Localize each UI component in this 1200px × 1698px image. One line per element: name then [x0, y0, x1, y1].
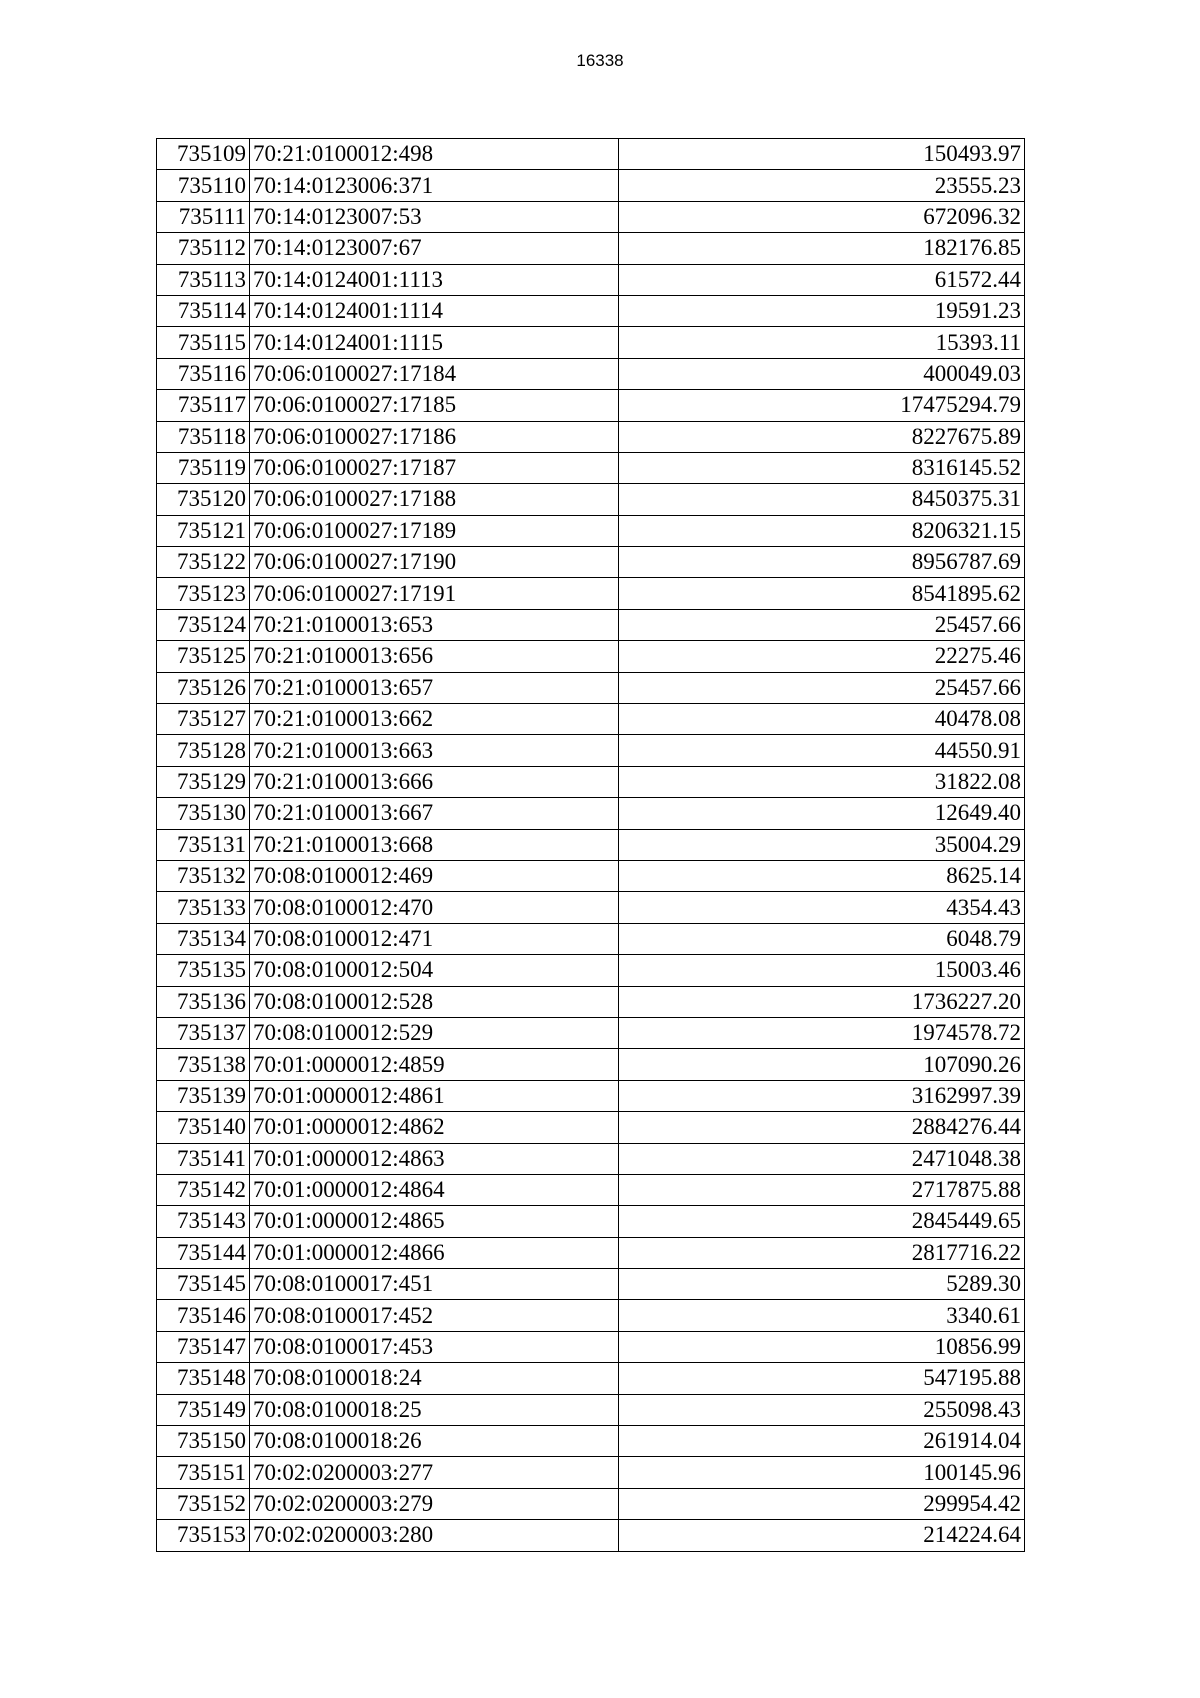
- value-cell: 8450375.31: [619, 484, 1025, 515]
- cadastral-number-cell: 70:08:0100018:26: [250, 1426, 619, 1457]
- cadastral-number-cell: 70:06:0100027:17185: [250, 390, 619, 421]
- cadastral-value-table: [156, 138, 1025, 1552]
- cadastral-number-cell: 70:08:0100017:452: [250, 1300, 619, 1331]
- row-number-cell: 735134: [157, 923, 250, 954]
- cadastral-number-cell: 70:08:0100012:471: [250, 923, 619, 954]
- row-number-cell: 735130: [157, 798, 250, 829]
- value-cell: 25457.66: [619, 609, 1025, 640]
- table-row: [157, 1269, 1025, 1300]
- value-cell: 182176.85: [619, 233, 1025, 264]
- cadastral-number-cell: 70:01:0000012:4859: [250, 1049, 619, 1080]
- table-row: [157, 1394, 1025, 1425]
- cadastral-number-cell: 70:08:0100017:453: [250, 1331, 619, 1362]
- value-cell: 107090.26: [619, 1049, 1025, 1080]
- row-number-cell: 735149: [157, 1394, 250, 1425]
- value-cell: 255098.43: [619, 1394, 1025, 1425]
- value-cell: 8625.14: [619, 860, 1025, 891]
- value-cell: 2817716.22: [619, 1237, 1025, 1268]
- table-row: [157, 1143, 1025, 1174]
- table-row: [157, 1049, 1025, 1080]
- table-row: [157, 1300, 1025, 1331]
- table-row: [157, 766, 1025, 797]
- row-number-cell: 735117: [157, 390, 250, 421]
- table-row: [157, 484, 1025, 515]
- value-cell: 2471048.38: [619, 1143, 1025, 1174]
- value-cell: 15393.11: [619, 327, 1025, 358]
- value-cell: 547195.88: [619, 1363, 1025, 1394]
- cadastral-number-cell: 70:06:0100027:17191: [250, 578, 619, 609]
- table-row: [157, 358, 1025, 389]
- value-cell: 3340.61: [619, 1300, 1025, 1331]
- cadastral-number-cell: 70:06:0100027:17189: [250, 515, 619, 546]
- cadastral-number-cell: 70:06:0100027:17184: [250, 358, 619, 389]
- cadastral-number-cell: 70:21:0100013:667: [250, 798, 619, 829]
- table-row: [157, 1488, 1025, 1519]
- row-number-cell: 735141: [157, 1143, 250, 1174]
- cadastral-number-cell: 70:01:0000012:4865: [250, 1206, 619, 1237]
- table-row: [157, 578, 1025, 609]
- table-row: [157, 860, 1025, 891]
- value-cell: 8206321.15: [619, 515, 1025, 546]
- cadastral-number-cell: 70:21:0100012:498: [250, 139, 619, 170]
- cadastral-number-cell: 70:06:0100027:17188: [250, 484, 619, 515]
- row-number-cell: 735151: [157, 1457, 250, 1488]
- table-row: [157, 798, 1025, 829]
- value-cell: 400049.03: [619, 358, 1025, 389]
- table-row: [157, 641, 1025, 672]
- row-number-cell: 735148: [157, 1363, 250, 1394]
- cadastral-number-cell: 70:21:0100013:653: [250, 609, 619, 640]
- value-cell: 214224.64: [619, 1520, 1025, 1551]
- table-row: [157, 1206, 1025, 1237]
- cadastral-number-cell: 70:08:0100018:24: [250, 1363, 619, 1394]
- cadastral-number-cell: 70:02:0200003:280: [250, 1520, 619, 1551]
- table-row: [157, 170, 1025, 201]
- value-cell: 4354.43: [619, 892, 1025, 923]
- cadastral-number-cell: 70:02:0200003:279: [250, 1488, 619, 1519]
- cadastral-number-cell: 70:21:0100013:668: [250, 829, 619, 860]
- table-row: [157, 1237, 1025, 1268]
- value-cell: 61572.44: [619, 264, 1025, 295]
- value-cell: 3162997.39: [619, 1080, 1025, 1111]
- table-row: [157, 923, 1025, 954]
- row-number-cell: 735119: [157, 452, 250, 483]
- table-row: [157, 233, 1025, 264]
- table-row: [157, 1174, 1025, 1205]
- value-cell: 19591.23: [619, 295, 1025, 326]
- row-number-cell: 735133: [157, 892, 250, 923]
- value-cell: 1736227.20: [619, 986, 1025, 1017]
- row-number-cell: 735140: [157, 1112, 250, 1143]
- value-cell: 150493.97: [619, 139, 1025, 170]
- value-cell: 25457.66: [619, 672, 1025, 703]
- table-body: [157, 139, 1025, 1552]
- table-row: [157, 547, 1025, 578]
- row-number-cell: 735128: [157, 735, 250, 766]
- cadastral-number-cell: 70:21:0100013:666: [250, 766, 619, 797]
- value-cell: 8316145.52: [619, 452, 1025, 483]
- cadastral-number-cell: 70:08:0100012:470: [250, 892, 619, 923]
- row-number-cell: 735139: [157, 1080, 250, 1111]
- value-cell: 2717875.88: [619, 1174, 1025, 1205]
- value-cell: 299954.42: [619, 1488, 1025, 1519]
- cadastral-number-cell: 70:21:0100013:663: [250, 735, 619, 766]
- cadastral-number-cell: 70:14:0124001:1113: [250, 264, 619, 295]
- table-row: [157, 1457, 1025, 1488]
- row-number-cell: 735150: [157, 1426, 250, 1457]
- value-cell: 35004.29: [619, 829, 1025, 860]
- cadastral-number-cell: 70:08:0100012:504: [250, 955, 619, 986]
- row-number-cell: 735113: [157, 264, 250, 295]
- row-number-cell: 735118: [157, 421, 250, 452]
- cadastral-number-cell: 70:08:0100012:529: [250, 1017, 619, 1048]
- value-cell: 6048.79: [619, 923, 1025, 954]
- value-cell: 261914.04: [619, 1426, 1025, 1457]
- value-cell: 44550.91: [619, 735, 1025, 766]
- cadastral-number-cell: 70:08:0100012:469: [250, 860, 619, 891]
- row-number-cell: 735143: [157, 1206, 250, 1237]
- row-number-cell: 735135: [157, 955, 250, 986]
- value-cell: 31822.08: [619, 766, 1025, 797]
- row-number-cell: 735123: [157, 578, 250, 609]
- cadastral-number-cell: 70:06:0100027:17186: [250, 421, 619, 452]
- cadastral-number-cell: 70:08:0100017:451: [250, 1269, 619, 1300]
- row-number-cell: 735111: [157, 201, 250, 232]
- table-row: [157, 704, 1025, 735]
- cadastral-number-cell: 70:01:0000012:4863: [250, 1143, 619, 1174]
- row-number-cell: 735126: [157, 672, 250, 703]
- cadastral-number-cell: 70:01:0000012:4866: [250, 1237, 619, 1268]
- value-cell: 2845449.65: [619, 1206, 1025, 1237]
- table-row: [157, 986, 1025, 1017]
- cadastral-number-cell: 70:14:0123007:53: [250, 201, 619, 232]
- row-number-cell: 735145: [157, 1269, 250, 1300]
- row-number-cell: 735114: [157, 295, 250, 326]
- row-number-cell: 735144: [157, 1237, 250, 1268]
- row-number-cell: 735137: [157, 1017, 250, 1048]
- table-row: [157, 1017, 1025, 1048]
- row-number-cell: 735146: [157, 1300, 250, 1331]
- row-number-cell: 735131: [157, 829, 250, 860]
- cadastral-number-cell: 70:08:0100018:25: [250, 1394, 619, 1425]
- value-cell: 23555.23: [619, 170, 1025, 201]
- table-row: [157, 1363, 1025, 1394]
- cadastral-number-cell: 70:21:0100013:656: [250, 641, 619, 672]
- row-number-cell: 735109: [157, 139, 250, 170]
- row-number-cell: 735116: [157, 358, 250, 389]
- cadastral-number-cell: 70:06:0100027:17187: [250, 452, 619, 483]
- value-cell: 5289.30: [619, 1269, 1025, 1300]
- cadastral-number-cell: 70:06:0100027:17190: [250, 547, 619, 578]
- row-number-cell: 735138: [157, 1049, 250, 1080]
- cadastral-number-cell: 70:01:0000012:4864: [250, 1174, 619, 1205]
- cadastral-number-cell: 70:21:0100013:662: [250, 704, 619, 735]
- table-row: [157, 892, 1025, 923]
- cadastral-number-cell: 70:08:0100012:528: [250, 986, 619, 1017]
- value-cell: 8227675.89: [619, 421, 1025, 452]
- table-row: [157, 955, 1025, 986]
- cadastral-number-cell: 70:14:0124001:1115: [250, 327, 619, 358]
- row-number-cell: 735132: [157, 860, 250, 891]
- value-cell: 12649.40: [619, 798, 1025, 829]
- row-number-cell: 735125: [157, 641, 250, 672]
- value-cell: 22275.46: [619, 641, 1025, 672]
- value-cell: 15003.46: [619, 955, 1025, 986]
- table-row: [157, 1112, 1025, 1143]
- table-row: [157, 327, 1025, 358]
- table-row: [157, 139, 1025, 170]
- value-cell: 100145.96: [619, 1457, 1025, 1488]
- value-cell: 1974578.72: [619, 1017, 1025, 1048]
- table-row: [157, 295, 1025, 326]
- table-row: [157, 672, 1025, 703]
- page-number: 16338: [576, 51, 624, 70]
- table-row: [157, 390, 1025, 421]
- table-row: [157, 829, 1025, 860]
- row-number-cell: 735121: [157, 515, 250, 546]
- cadastral-number-cell: 70:01:0000012:4862: [250, 1112, 619, 1143]
- table-row: [157, 421, 1025, 452]
- value-cell: 10856.99: [619, 1331, 1025, 1362]
- cadastral-number-cell: 70:14:0123006:371: [250, 170, 619, 201]
- row-number-cell: 735136: [157, 986, 250, 1017]
- row-number-cell: 735122: [157, 547, 250, 578]
- table-row: [157, 609, 1025, 640]
- row-number-cell: 735153: [157, 1520, 250, 1551]
- row-number-cell: 735147: [157, 1331, 250, 1362]
- cadastral-number-cell: 70:01:0000012:4861: [250, 1080, 619, 1111]
- row-number-cell: 735120: [157, 484, 250, 515]
- value-cell: 17475294.79: [619, 390, 1025, 421]
- table-row: [157, 1080, 1025, 1111]
- row-number-cell: 735115: [157, 327, 250, 358]
- row-number-cell: 735124: [157, 609, 250, 640]
- cadastral-number-cell: 70:14:0124001:1114: [250, 295, 619, 326]
- row-number-cell: 735110: [157, 170, 250, 201]
- value-cell: 2884276.44: [619, 1112, 1025, 1143]
- row-number-cell: 735112: [157, 233, 250, 264]
- table-row: [157, 1331, 1025, 1362]
- value-cell: 8956787.69: [619, 547, 1025, 578]
- row-number-cell: 735152: [157, 1488, 250, 1519]
- cadastral-number-cell: 70:02:0200003:277: [250, 1457, 619, 1488]
- cadastral-number-cell: 70:21:0100013:657: [250, 672, 619, 703]
- row-number-cell: 735127: [157, 704, 250, 735]
- table-row: [157, 452, 1025, 483]
- cadastral-number-cell: 70:14:0123007:67: [250, 233, 619, 264]
- table-row: [157, 735, 1025, 766]
- table-row: [157, 1426, 1025, 1457]
- value-cell: 40478.08: [619, 704, 1025, 735]
- table-row: [157, 264, 1025, 295]
- table-row: [157, 201, 1025, 232]
- value-cell: 8541895.62: [619, 578, 1025, 609]
- table-row: [157, 1520, 1025, 1551]
- row-number-cell: 735129: [157, 766, 250, 797]
- table-row: [157, 515, 1025, 546]
- row-number-cell: 735142: [157, 1174, 250, 1205]
- value-cell: 672096.32: [619, 201, 1025, 232]
